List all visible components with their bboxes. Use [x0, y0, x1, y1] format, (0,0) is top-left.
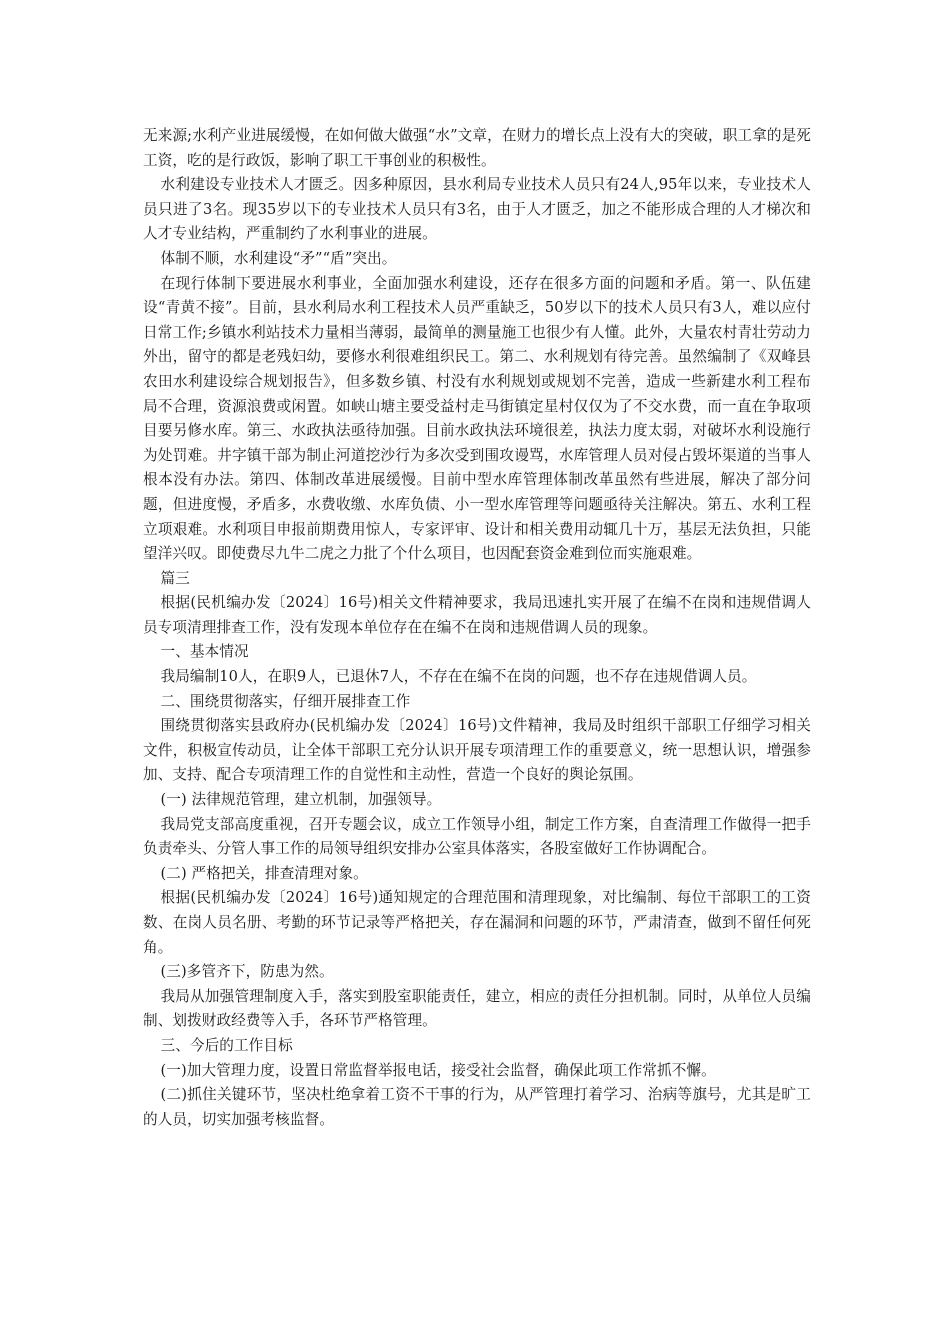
section-heading: 体制不顺，水利建设“矛”“盾”突出。 [160, 249, 397, 267]
paragraph: 根据(民机编办发〔2024〕16号)通知规定的合理范围和清理现象，对比编制、每位干部职工的工资数、在岗人员名册、考勤的环节记录等严格把关，存在漏洞和问题的环节，严肃清查，做到不留任何死角。 [143, 889, 811, 956]
subsection-heading: (二) 严格把关，排查清理对象。 [160, 864, 368, 882]
paragraph: 我局从加强管理制度入手，落实到股室职能责任，建立，相应的责任分担机制。同时，从单位人员编制、划拨财政经费等入手，各环节严格管理。 [143, 987, 811, 1030]
list-item: (二)抓住关键环节，坚决杜绝拿着工资不干事的行为，从严管理打着学习、治病等旗号，尤其是旷工的人员，切实加强考核监督。 [143, 1086, 811, 1128]
paragraph: 围绕贯彻落实县政府办(民机编办发〔2024〕16号)文件精神，我局及时组织干部职工仔细学习相关文件，积极宣传动员，让全体干部职工充分认识开展专项清理工作的重要意义，统一思想认识，增强参加、支持、配合专项清理工作的自觉性和主动性，营造一个良好的舆论氛围。 [143, 717, 811, 784]
paragraph: 根据(民机编办发〔2024〕16号)相关文件精神要求，我局迅速扎实开展了在编不在岗和违规借调人员专项清理排查工作，没有发现本单位存在在编不在岗和违规借调人员的现象。 [143, 594, 811, 636]
paragraph: 在现行体制下要进展水利事业，全面加强水利建设，还存在很多方面的问题和矛盾。第一、队伍建设“青黄不接”。目前，县水利局水利工程技术人员严重缺乏，50岁以下的技术人员只有3人，难以应付日常工作;乡镇水利站技术力量相当薄弱，最简单的测量施工也很少有人懂。此外，大量农村青壮劳动力外出，留守的都是老残妇幼，要修水利很难组织民工。第二、水利规划有待完善。虽然编制了《双峰县农田水利建设综合规划报告》，但多数乡镇、村没有水利规划或规划不完善，造成一些新建水利工程布局不合理，资源浪费或闲置。如峡山塘主要受益村走马街镇定星村仅仅为了不交水费，而一直在争取项目要另修水库。第三、水政执法亟待加强。目前水政执法环境很差，执法力度太弱，对破坏水利设施行为处罚难。井字镇干部为制止河道挖沙行为多次受到围攻谩骂，水库管理人员对侵占毁坏渠道的当事人根本没有办法。第四、体制改革进展缓慢。目前中型水库管理体制改革虽然有些进展，解决了部分问题，但进度慢，矛盾多，水费收缴、水库负债、小一型水库管理等问题亟待关注解决。第五、水利工程立项艰难。水利项目申报前期费用惊人，专家评审、设计和相关费用动辄几十万，基层无法负担，只能望洋兴叹。即使费尽九牛二虎之力批了个什么项目，也因配套资金难到位而实施艰难。 [143, 274, 811, 563]
section-heading: 篇三 [160, 569, 190, 587]
section-heading: 二、围绕贯彻落实，仔细开展排查工作 [160, 692, 411, 710]
paragraph: 水利建设专业技术人才匮乏。因多种原因，县水利局专业技术人员只有24人,95年以来，专业技术人员只进了3名。现35岁以下的专业技术人员只有3名，由于人才匮乏，加之不能形成合理的人才梯次和人才专业结构，严重制约了水利事业的进展。 [143, 176, 811, 243]
list-item: (一)加大管理力度，设置日常监督举报电话，接受社会监督，确保此项工作常抓不懈。 [160, 1061, 716, 1079]
document-body [143, 124, 811, 1132]
subsection-heading: (一) 法律规范管理，建立机制，加强领导。 [160, 791, 442, 809]
paragraph: 我局编制10人，在职9人，已退休7人，不存在在编不在岗的问题，也不存在违规借调人员。 [160, 668, 757, 686]
section-heading: 三、今后的工作目标 [160, 1036, 293, 1054]
section-heading: 一、基本情况 [160, 643, 249, 661]
paragraph: 我局党支部高度重视，召开专题会议，成立工作领导小组，制定工作方案，自查清理工作做得一把手负责牵头、分管人事工作的局领导组织安排办公室具体落实，各股室做好工作协调配合。 [143, 815, 811, 858]
subsection-heading: (三)多管齐下，防患为然。 [160, 963, 334, 981]
paragraph: 无来源;水利产业进展缓慢，在如何做大做强“水”文章，在财力的增长点上没有大的突破，职工拿的是死工资，吃的是行政饭，影响了职工干事创业的积极性。 [143, 127, 811, 169]
